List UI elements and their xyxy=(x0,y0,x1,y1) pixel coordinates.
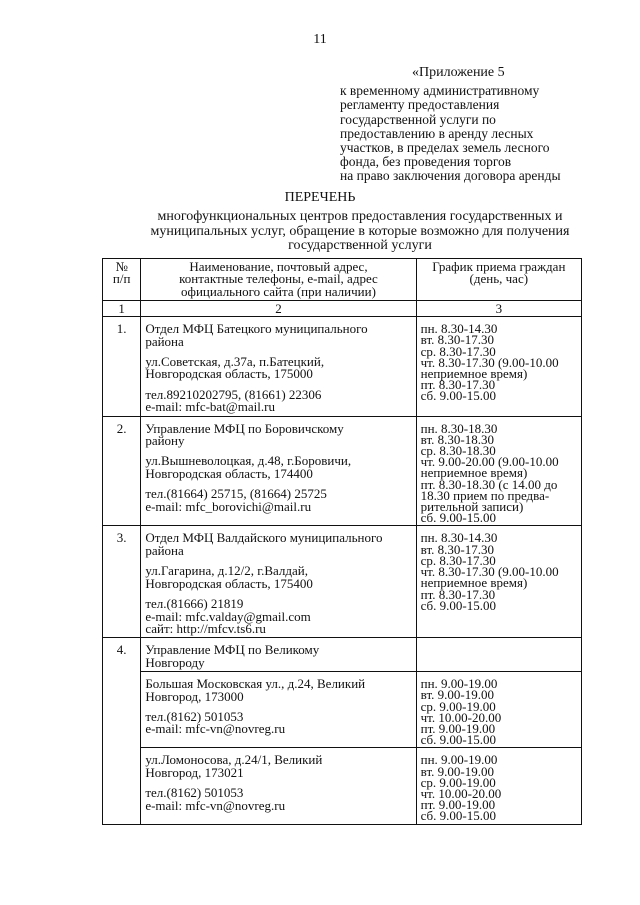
org-name xyxy=(141,638,416,672)
info-line: e-mail: mfc.valday@gmail.com xyxy=(145,608,311,624)
info-line: района xyxy=(145,542,184,558)
schedule-line: сб. 9.00-15.00 xyxy=(420,388,496,404)
schedule-line: сб. 9.00-15.00 xyxy=(420,808,496,824)
schedule-line: пн. 8.30-18.30 xyxy=(420,420,498,436)
schedule-line: вт. 8.30-18.30 xyxy=(420,431,494,447)
info-line: e-mail: mfc_borovichi@mail.ru xyxy=(145,498,312,514)
column-number: 1 xyxy=(103,301,141,317)
header-text: п/п xyxy=(112,271,131,287)
subtitle-line: многофункциональных центров предоставления государственных и xyxy=(157,209,563,224)
info-line: Отдел МФЦ Батецкого муниципального xyxy=(145,321,368,337)
schedule-line: пт. 8.30-18.30 (с 14.00 до xyxy=(420,476,558,492)
schedule-line: вт. 9.00-19.00 xyxy=(420,763,494,779)
row-number: 2. xyxy=(103,416,141,526)
header-text: официального сайта (при наличии) xyxy=(181,283,376,299)
info-block xyxy=(145,488,411,513)
header-schedule xyxy=(416,259,581,301)
schedule-line: пн. 9.00-19.00 xyxy=(420,752,498,768)
appendix-line: к временному административному xyxy=(340,83,540,99)
schedule-line: сб. 9.00-15.00 xyxy=(420,510,496,526)
subtitle-line: государственной услуги xyxy=(288,238,432,253)
schedule-line: чт. 8.30-17.30 (9.00-10.00 xyxy=(420,564,559,580)
info-line: ул.Советская, д.37а, п.Батецкий, xyxy=(145,354,325,370)
header-text: График приема граждан xyxy=(432,259,566,274)
mfc-table xyxy=(102,258,582,825)
header-name xyxy=(141,259,416,301)
info-line: Новгородская область, 175400 xyxy=(145,575,313,591)
info-line: тел.89210202795, (81661) 22306 xyxy=(145,386,322,402)
schedule-line: пт. 8.30-17.30 xyxy=(420,377,496,393)
info-line: Управление МФЦ по Великому xyxy=(145,642,320,658)
info-line: e-mail: mfc-vn@novreg.ru xyxy=(145,721,286,737)
row-number: 1. xyxy=(103,317,141,416)
info-line: e-mail: mfc-bat@mail.ru xyxy=(145,399,275,415)
info-line: Новгород, 173021 xyxy=(145,764,244,780)
appendix-line: на право заключения договора аренды xyxy=(340,168,561,184)
info-block xyxy=(145,708,411,737)
office-info xyxy=(141,672,416,748)
subtitle-line: муниципальных услуг, обращение в которые возможно для получения xyxy=(150,223,570,239)
org-info xyxy=(141,526,416,638)
header-text: контактные телефоны, e-mail, адрес xyxy=(179,271,378,287)
info-line: района xyxy=(145,333,184,349)
schedule-line: сб. 9.00-15.00 xyxy=(420,732,496,748)
table-subrow xyxy=(103,748,582,824)
info-line: ул.Ломоносова, д.24/1, Великий xyxy=(145,752,323,768)
schedule-line: пт. 8.30-17.30 xyxy=(420,586,496,602)
info-block xyxy=(145,323,411,348)
schedule-line: вт. 8.30-17.30 xyxy=(420,541,494,557)
appendix-line: участков, в пределах земель лесного xyxy=(340,140,550,156)
appendix-note xyxy=(340,66,600,184)
schedule-line: пт. 9.00-19.00 xyxy=(420,797,496,813)
header-text: (день, час) xyxy=(469,271,529,287)
header-num xyxy=(103,259,141,301)
table-row xyxy=(103,638,582,672)
info-line: сайт: http://mfcv.ts6.ru xyxy=(145,620,266,636)
info-line: тел.(81666) 21819 xyxy=(145,596,244,612)
schedule-line: ср. 9.00-19.00 xyxy=(420,698,496,714)
info-block xyxy=(145,356,411,381)
office-info xyxy=(141,748,416,824)
appendix-line: государственной услуги по xyxy=(340,111,496,127)
info-block xyxy=(145,455,411,480)
appendix-line: регламенту предоставления xyxy=(340,97,500,113)
schedule-line: неприемное время) xyxy=(420,366,528,382)
appendix-heading: «Приложение 5 xyxy=(412,65,505,80)
info-block xyxy=(145,678,411,703)
table-row xyxy=(103,526,582,638)
appendix-line: предоставлению в аренду лесных xyxy=(340,125,534,141)
info-line: Новгород, 173000 xyxy=(145,688,244,704)
appendix-text xyxy=(340,84,600,183)
info-line: ул.Вышневолоцкая, д.48, г.Боровичи, xyxy=(145,453,352,469)
info-line: Новгородская область, 175000 xyxy=(145,366,313,382)
column-number: 3 xyxy=(416,301,581,317)
schedule xyxy=(416,416,581,526)
table-body xyxy=(103,317,582,824)
schedule-line: ср. 9.00-19.00 xyxy=(420,774,496,790)
schedule-line: вт. 8.30-17.30 xyxy=(420,332,494,348)
header-text: № xyxy=(115,259,128,274)
info-line: ул.Гагарина, д.12/2, г.Валдай, xyxy=(145,563,308,579)
appendix-line: фонда, без проведения торгов xyxy=(340,154,512,170)
schedule-line: пн. 9.00-19.00 xyxy=(420,676,498,692)
info-line: тел.(81664) 25715, (81664) 25725 xyxy=(145,486,327,502)
info-block xyxy=(145,420,411,449)
row-number: 4. xyxy=(103,638,141,824)
schedule-line: ср. 8.30-17.30 xyxy=(420,552,496,568)
header-text: Наименование, почтовый адрес, xyxy=(189,259,368,274)
info-block xyxy=(145,598,411,635)
info-line: тел.(8162) 501053 xyxy=(145,785,244,801)
document-subtitle xyxy=(120,210,600,254)
schedule-line: пн. 8.30-14.30 xyxy=(420,530,498,546)
schedule-line: пт. 9.00-19.00 xyxy=(420,720,496,736)
info-line: Отдел МФЦ Валдайского муниципального xyxy=(145,530,383,546)
info-line: Новгородская область, 174400 xyxy=(145,465,313,481)
schedule-line: неприемное время) xyxy=(420,575,528,591)
info-line: e-mail: mfc-vn@novreg.ru xyxy=(145,797,286,813)
info-block xyxy=(145,565,411,590)
org-info xyxy=(141,317,416,416)
info-line: Большая Московская ул., д.24, Великий xyxy=(145,676,366,692)
schedule-line: чт. 10.00-20.00 xyxy=(420,709,502,725)
schedule-line: чт. 8.30-17.30 (9.00-10.00 xyxy=(420,354,559,370)
schedule-line: сб. 9.00-15.00 xyxy=(420,597,496,613)
info-block xyxy=(145,386,411,415)
column-number: 2 xyxy=(141,301,416,317)
schedule-line: рительной записи) xyxy=(420,499,524,515)
column-number-row xyxy=(103,301,582,317)
schedule-line: ср. 8.30-17.30 xyxy=(420,343,496,359)
schedule xyxy=(416,317,581,416)
org-info xyxy=(141,416,416,526)
table-row xyxy=(103,416,582,526)
page-number: 11 xyxy=(313,32,327,47)
info-block xyxy=(145,787,411,812)
schedule-line: 18.30 прием по предва- xyxy=(420,487,550,503)
info-line: Управление МФЦ по Боровичскому xyxy=(145,420,344,436)
schedule-line: ср. 8.30-18.30 xyxy=(420,443,496,459)
schedule xyxy=(416,748,581,824)
schedule-line: вт. 9.00-19.00 xyxy=(420,687,494,703)
info-block xyxy=(145,532,411,557)
schedule-line: чт. 9.00-20.00 (9.00-10.00 xyxy=(420,454,559,470)
info-line: Новгороду xyxy=(145,654,205,670)
table-row xyxy=(103,317,582,416)
schedule-line: неприемное время) xyxy=(420,465,528,481)
table-subrow xyxy=(103,672,582,748)
schedule xyxy=(416,672,581,748)
schedule xyxy=(416,526,581,638)
schedule-line: чт. 10.00-20.00 xyxy=(420,785,502,801)
info-line: тел.(8162) 501053 xyxy=(145,708,244,724)
info-block xyxy=(145,754,411,779)
document-title: ПЕРЕЧЕНЬ xyxy=(284,190,356,205)
row-number: 3. xyxy=(103,526,141,638)
schedule-line: пн. 8.30-14.30 xyxy=(420,321,498,337)
table-header-row xyxy=(103,259,582,301)
schedule-empty xyxy=(416,638,581,672)
info-line: району xyxy=(145,433,185,449)
